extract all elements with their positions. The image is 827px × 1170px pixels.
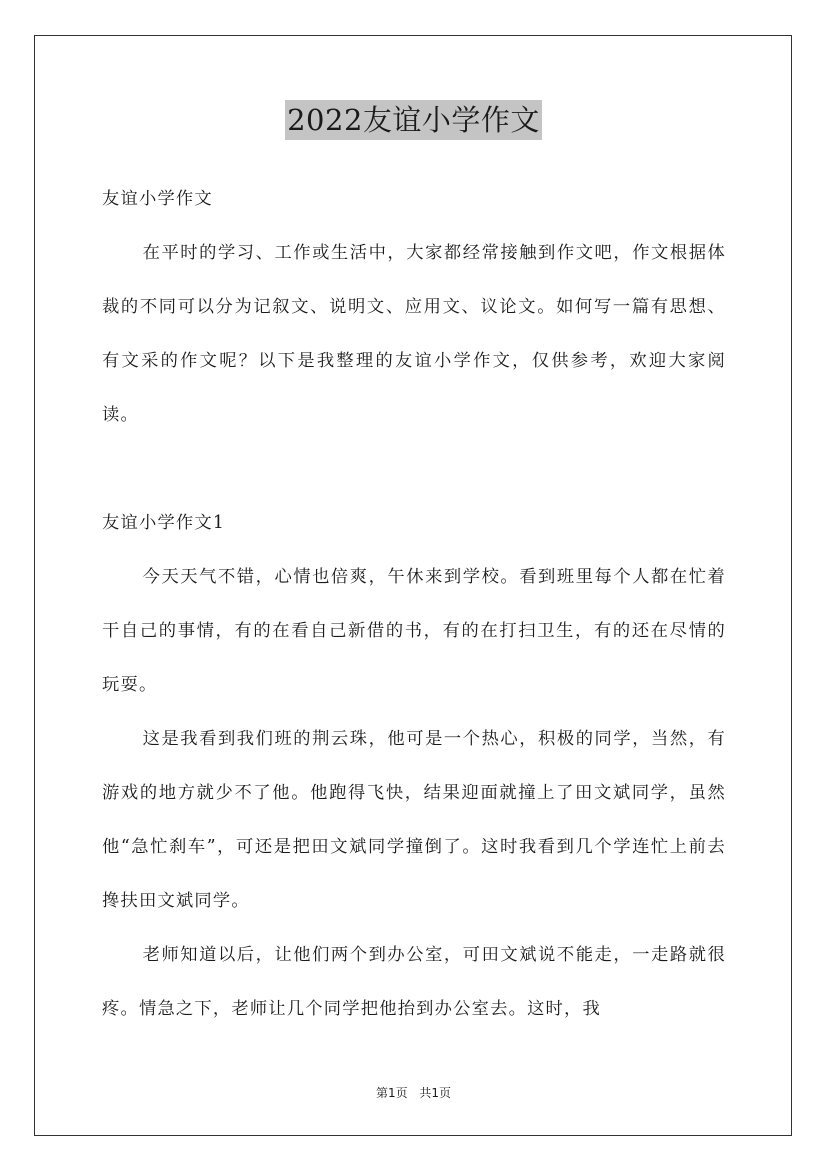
page-number: 第1页 <box>375 1086 408 1100</box>
document-title: 2022友谊小学作文 <box>285 100 542 140</box>
intro-paragraph: 在平时的学习、工作或生活中，大家都经常接触到作文吧，作文根据体裁的不同可以分为记叙文、说明文、应用文、议论文。如何写一篇有思想、有文采的作文呢？以下是我整理的友谊小学作文，仅供参考，欢迎大家阅读。 <box>102 243 726 425</box>
page-footer <box>0 1085 827 1101</box>
title-container <box>0 100 827 140</box>
document-body <box>102 172 726 1036</box>
body-paragraph-3: 老师知道以后，让他们两个到办公室，可田文斌说不能走，一走路就很疼。情急之下，老师让几个同学把他抬到办公室去。这时，我 <box>102 945 726 1019</box>
section-heading: 友谊小学作文1 <box>102 513 226 533</box>
body-paragraph-2: 这是我看到我们班的荆云珠，他可是一个热心，积极的同学，当然，有游戏的地方就少不了他。他跑得飞快，结果迎面就撞上了田文斌同学，虽然他“急忙刹车”，可还是把田文斌同学撞倒了。这时我看到几个学连忙上前去搀扶田文斌同学。 <box>102 729 726 911</box>
page-total: 共1页 <box>419 1086 452 1100</box>
body-paragraph-1: 今天天气不错，心情也倍爽，午休来到学校。看到班里每个人都在忙着干自己的事情，有的在看自己新借的书，有的在打扫卫生，有的还在尽情的玩耍。 <box>102 567 726 695</box>
document-heading: 友谊小学作文 <box>102 189 213 209</box>
section-spacer <box>102 442 726 496</box>
